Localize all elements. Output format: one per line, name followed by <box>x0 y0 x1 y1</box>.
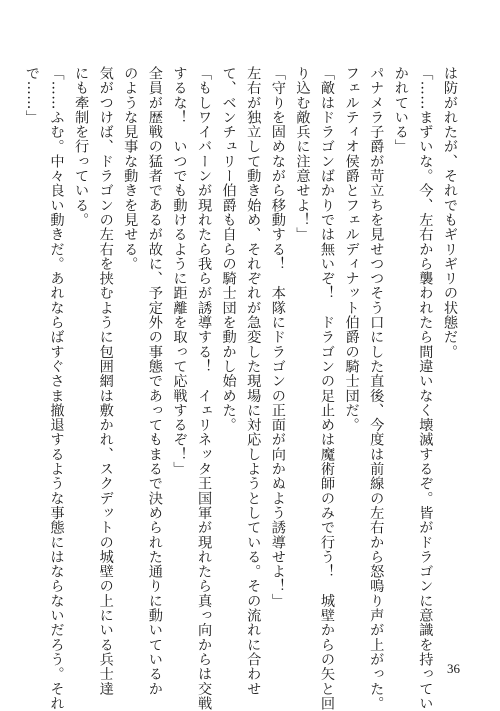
text-line: 気がつけば、ドラゴンの左右を挟むように包囲網は敷かれ、スクデットの城壁の上にいる兵士達 <box>97 66 114 696</box>
text-line: するな！ いつでも動けるように距離を取って応戦するぞ！」 <box>171 66 188 477</box>
text-line: 「敵はドラゴンばかりでは無いぞ！ ドラゴンの足止めは魔術師のみで行う！ 城壁からの矢と回 <box>319 66 336 711</box>
text-line: で……」 <box>23 66 40 125</box>
text-line: フェルティオ侯爵とフェルディナット伯爵の騎士団だ。 <box>343 66 360 433</box>
text-line: 「……ふむ。中々良い動きだ。あれならばすぐさま撤退するような事態にはならないだろう。それ <box>48 66 65 711</box>
text-line: り込む敵兵に注意せよ！」 <box>294 66 311 242</box>
text-line: 「守りを固めながら移動する！ 本隊にドラゴンの正面が向かぬよう誘導せよ！」 <box>269 66 286 609</box>
text-line: にも牽制を行っている。 <box>73 66 90 228</box>
text-line: のような見事な動きを見せる。 <box>122 66 139 272</box>
text-line: パナメラ子爵が苛立ちを見せつつそう口にした直後、今度は前線の左右から怒鳴り声が上がった。 <box>368 66 385 711</box>
text-line: は防がれたが、それでもギリギリの状態だ。 <box>442 66 458 359</box>
page-number: 36 <box>447 661 460 676</box>
text-line: 「もしワイバーンが現れたら我らが誘導する！ イェリネッタ王国軍が現れたら真っ向からは交戦 <box>196 66 213 711</box>
text-line: て、ベンチュリー伯爵も自らの騎士団を動かし始めた。 <box>220 66 237 433</box>
text-line: 左右が独立して動き始め、それぞれが急変した現場に対応しようとしている。その流れに合わせ <box>245 66 262 696</box>
text-line: 全員が歴戦の猛者であるが故に、予定外の事態であってもまるで決められた通りに動いているか <box>146 66 163 696</box>
text-line: 「……まずいな。今、左右から襲われたら間違いなく壊滅するぞ。皆がドラゴンに意識を持ってい <box>417 66 434 711</box>
text-line: かれている」 <box>392 66 409 154</box>
